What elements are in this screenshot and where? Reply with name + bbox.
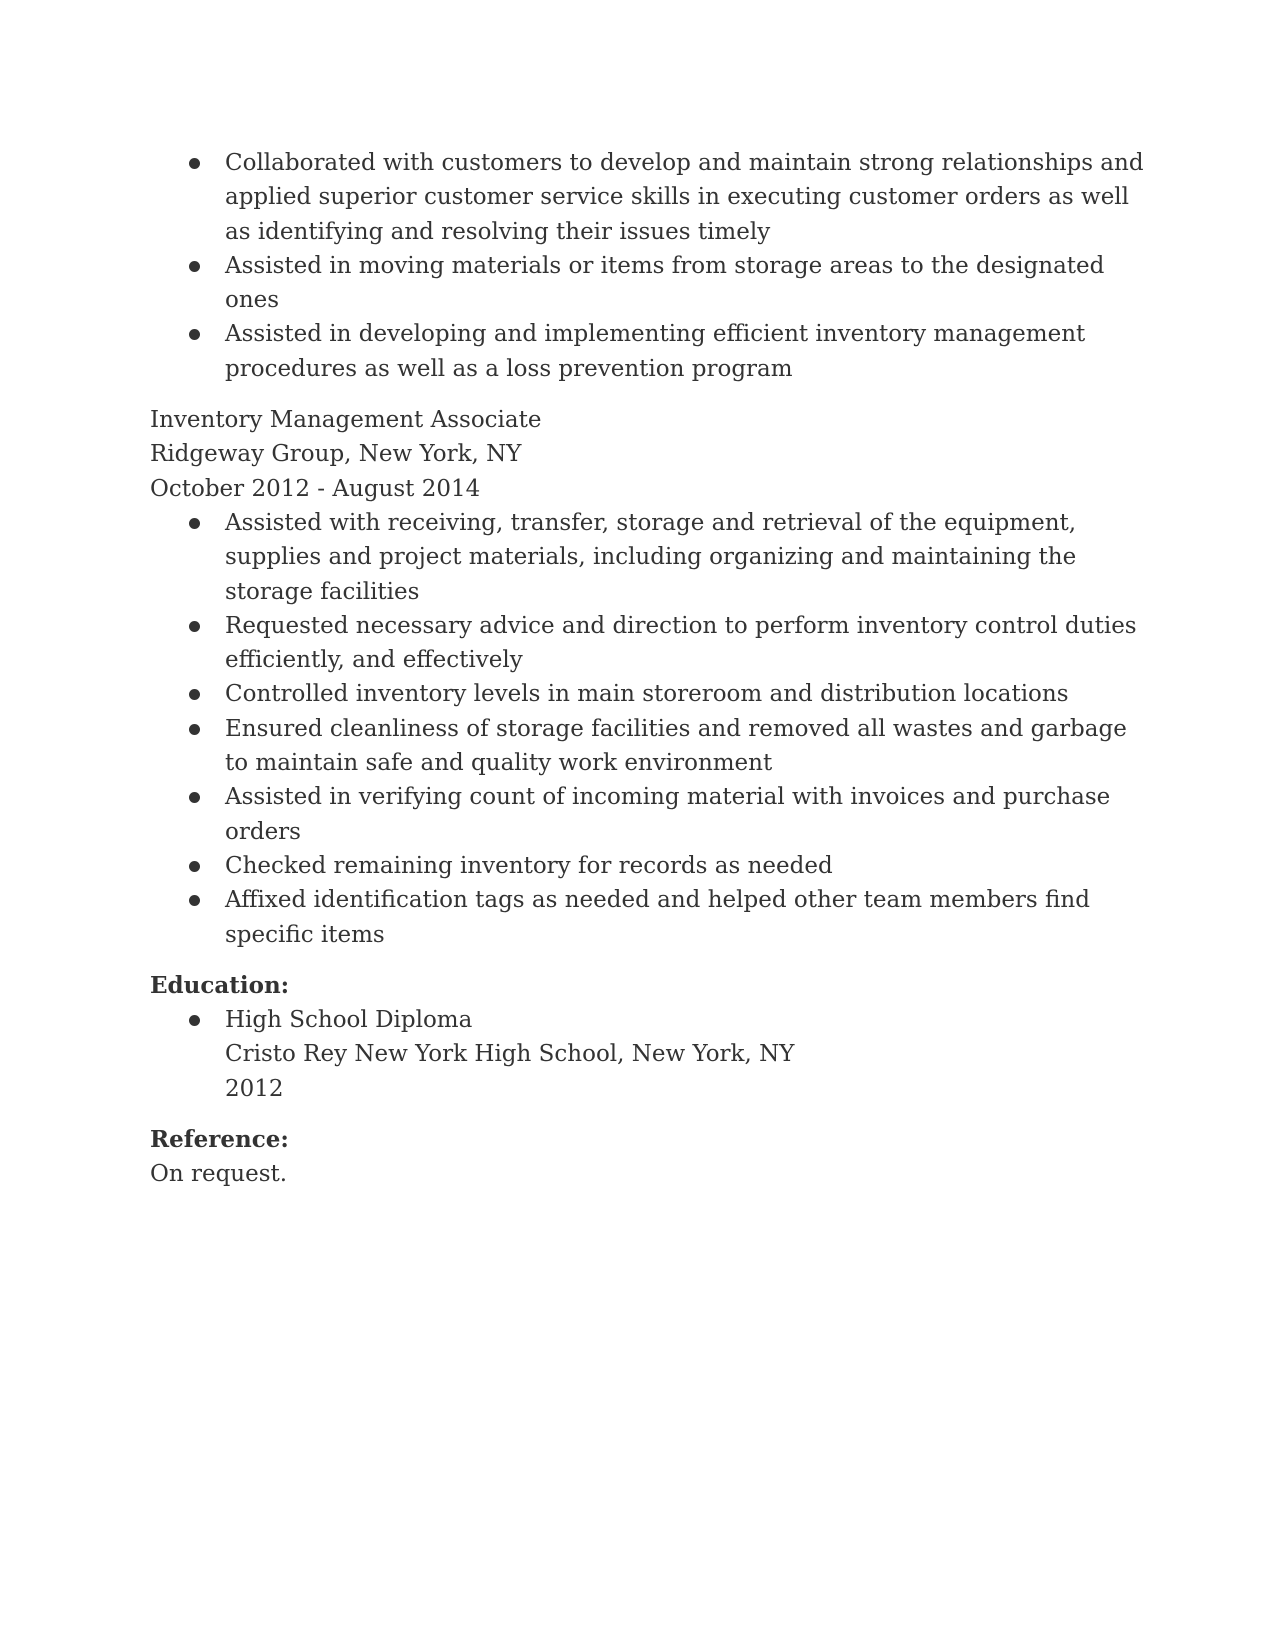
bullet-icon	[189, 158, 200, 169]
bullet-icon	[189, 621, 200, 632]
job-company: Ridgeway Group, New York, NY	[150, 441, 522, 468]
resume-page	[150, 146, 1150, 1192]
reference-heading: Reference:	[150, 1126, 289, 1154]
list-item: Controlled inventory levels in main storeroom and distribution locations	[150, 677, 1150, 711]
job-dates: October 2012 - August 2014	[150, 475, 481, 502]
education-year: 2012	[225, 1075, 284, 1102]
list-item: Assisted in developing and implementing efficient inventory management procedures as well as a loss prevention program	[150, 317, 1150, 386]
bullet-icon	[189, 861, 200, 872]
list-item: Collaborated with customers to develop and maintain strong relationships and applied superior customer service skills in executing customer orders as well as identifying and resolving their issues timely	[150, 146, 1150, 249]
education-heading: Education:	[150, 971, 290, 999]
bullet-icon	[189, 792, 200, 803]
list-item: Checked remaining inventory for records as needed	[150, 849, 1150, 883]
list-item: Affixed identification tags as needed and helped other team members find specific items	[150, 883, 1150, 952]
list-item: Ensured cleanliness of storage facilities and removed all wastes and garbage to maintain safe and quality work environment	[150, 712, 1150, 781]
prev-job-bullets	[150, 146, 1150, 386]
bullet-icon	[189, 724, 200, 735]
education-degree: High School Diploma	[225, 1007, 473, 1034]
list-item	[150, 1003, 1150, 1106]
list-item: Assisted in moving materials or items from storage areas to the designated ones	[150, 249, 1150, 318]
list-item: Assisted in verifying count of incoming material with invoices and purchase orders	[150, 780, 1150, 849]
job2-bullets	[150, 506, 1150, 952]
education-list	[150, 1003, 1150, 1106]
bullet-icon	[189, 261, 200, 272]
bullet-icon	[189, 329, 200, 340]
bullet-icon	[189, 689, 200, 700]
list-item: Assisted with receiving, transfer, storage and retrieval of the equipment, supplies and project materials, including organizing and maintaining the storage facilities	[150, 506, 1150, 609]
bullet-icon	[189, 895, 200, 906]
reference-text: On request.	[150, 1161, 288, 1188]
list-item: Requested necessary advice and direction to perform inventory control duties efficiently, and effectively	[150, 609, 1150, 678]
bullet-icon	[189, 1015, 200, 1026]
education-school: Cristo Rey New York High School, New York, NY	[225, 1041, 795, 1068]
job-title: Inventory Management Associate	[150, 407, 542, 434]
bullet-icon	[189, 518, 200, 529]
